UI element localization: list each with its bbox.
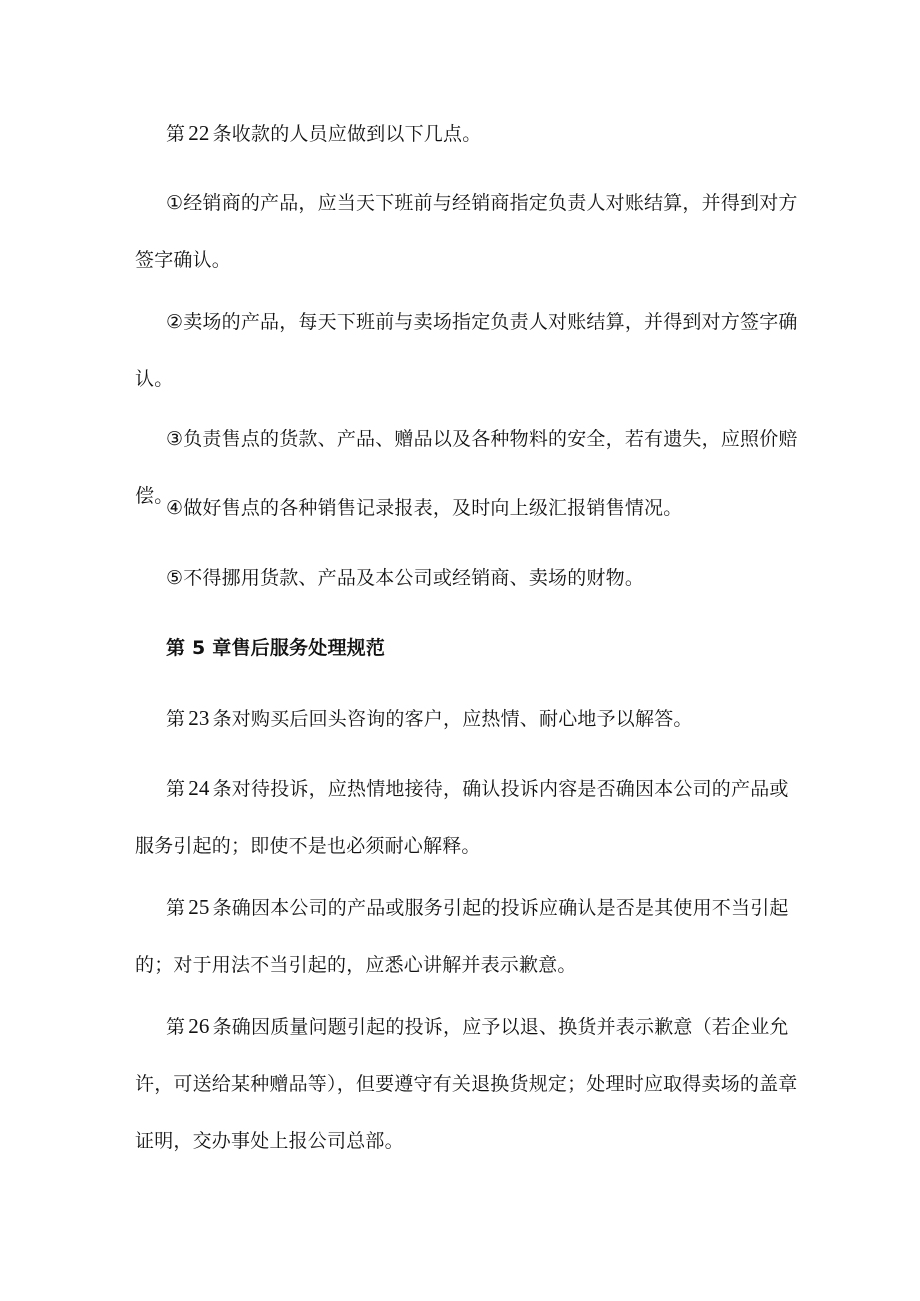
item-1-paragraph xyxy=(135,175,805,289)
article-text: 条收款的人员应做到以下几点。 xyxy=(212,123,482,145)
article-prefix: 第 xyxy=(166,897,186,919)
article-prefix: 第 xyxy=(166,778,186,800)
item-text: ③负责售点的货款、产品、赠品以及各种物料的安全，若有遗失，应照价赔偿。 xyxy=(135,428,798,507)
article-prefix: 第 xyxy=(166,708,186,730)
article-number: 26 xyxy=(188,1014,210,1038)
article-number: 22 xyxy=(188,121,210,145)
article-26-paragraph xyxy=(135,998,805,1170)
item-4-paragraph xyxy=(135,480,805,537)
item-2-paragraph xyxy=(135,294,805,408)
article-number: 24 xyxy=(188,776,210,800)
item-text: ④做好售点的各种销售记录报表，及时向上级汇报销售情况。 xyxy=(166,497,683,519)
article-22-paragraph xyxy=(135,105,805,163)
article-23-paragraph xyxy=(135,690,805,748)
article-prefix: 第 xyxy=(166,1016,186,1038)
article-text: 条对待投诉，应热情地接待，确认投诉内容是否确因本公司的产品或服务引起的；即使不是也必须耐心解释。 xyxy=(135,778,789,857)
item-5-paragraph xyxy=(135,550,805,607)
article-24-paragraph xyxy=(135,760,805,875)
article-25-paragraph xyxy=(135,879,805,994)
article-text: 条确因本公司的产品或服务引起的投诉应确认是否是其使用不当引起的；对于用法不当引起的，应悉心讲解并表示歉意。 xyxy=(135,897,789,976)
chapter-heading-text: 第 5 章售后服务处理规范 xyxy=(166,637,386,659)
chapter-5-heading xyxy=(135,620,805,677)
article-prefix: 第 xyxy=(166,123,186,145)
item-text: ①经销商的产品，应当天下班前与经销商指定负责人对账结算，并得到对方签字确认。 xyxy=(135,192,798,271)
article-text: 条对购买后回头咨询的客户，应热情、耐心地予以解答。 xyxy=(212,708,693,730)
article-number: 23 xyxy=(188,706,210,730)
article-text: 条确因质量问题引起的投诉，应予以退、换货并表示歉意（若企业允许，可送给某种赠品等），但要遵守有关退换货规定；处理时应取得卖场的盖章证明，交办事处上报公司总部。 xyxy=(135,1016,798,1152)
item-text: ⑤不得挪用货款、产品及本公司或经销商、卖场的财物。 xyxy=(166,567,645,589)
article-number: 25 xyxy=(188,895,210,919)
item-text: ②卖场的产品，每天下班前与卖场指定负责人对账结算，并得到对方签字确认。 xyxy=(135,311,798,390)
